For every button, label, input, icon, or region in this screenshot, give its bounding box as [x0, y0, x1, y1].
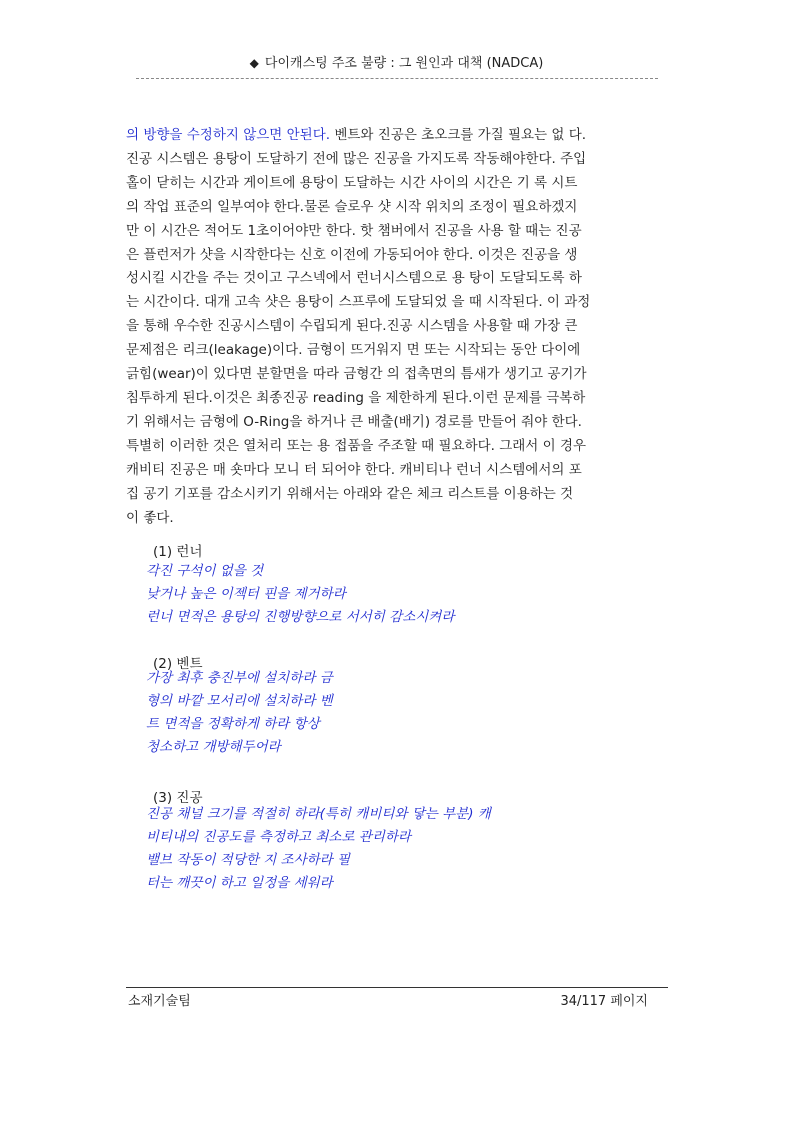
body-line: 침투하게 된다.이것은 최종진공 reading 을 제한하게 된다.이런 문제를 극복하: [126, 389, 586, 406]
body-line: 의 작업 표준의 일부여야 한다.물론 슬로우 샷 시작 위치의 조정이 필요하겠지: [126, 198, 578, 215]
checklist-item: 트 면적을 정확하게 하라 항상: [146, 716, 320, 732]
body-line-text: 벤트와 진공은 초오크를 가질 필요는 없 다.: [330, 127, 587, 143]
page-header: [0, 52, 793, 71]
checklist-item: 터는 깨끗이 하고 일정을 세워라: [146, 875, 333, 891]
body-line: 이 좋다.: [126, 509, 174, 526]
checklist-vent: [146, 667, 333, 759]
checklist-item: 형의 바깥 모서리에 설치하라 벤: [146, 693, 333, 709]
body-line: 진공 시스템은 용탕이 도달하기 전에 많은 진공을 가지도록 작동해야한다. 주입: [126, 150, 587, 167]
checklist-vacuum: [146, 803, 491, 895]
checklist-runner: [146, 560, 454, 629]
checklist-item: 진공 채널 크기를 적절히 하라(특히 캐비티와 닿는 부분) 캐: [146, 806, 491, 822]
section-heading-runner: (1) 런너: [153, 544, 203, 560]
body-line: 을 통해 우수한 진공시스템이 수립되게 된다.진공 시스템을 사용할 때 가장 큰: [126, 318, 578, 335]
checklist-item: 밸브 작동이 적당한 지 조사하라 필: [146, 852, 351, 868]
section-heading-vacuum: (3) 진공: [153, 790, 203, 806]
checklist-item: 비티내의 진공도를 측정하고 최소로 관리하라: [146, 829, 411, 845]
body-line: 긁힘(wear)이 있다면 분할면을 따라 금형간 의 접촉면의 틈새가 생기고 공기가: [126, 366, 587, 383]
checklist-item: 각진 구석이 없을 것: [146, 563, 264, 579]
footer-page-number: 34/117 페이지: [560, 994, 648, 1009]
section-heading-vent: (2) 벤트: [153, 656, 203, 672]
header-divider: [136, 78, 658, 79]
body-paragraph: [126, 124, 668, 530]
body-line: 기 위해서는 금형에 O-Ring을 하거나 큰 배출(배기) 경로를 만들어 줘야 한다.: [126, 413, 582, 430]
body-line: 집 공기 기포를 감소시키기 위해서는 아래와 같은 체크 리스트를 이용하는 것: [126, 485, 574, 502]
body-line: 는 시간이다. 대개 고속 샷은 용탕이 스프루에 도달되었 을 때 시작된다. 이 과정: [126, 294, 591, 311]
body-line: 캐비티 진공은 매 숏마다 모니 터 되어야 한다. 캐비티나 런너 시스템에서의 포: [126, 461, 582, 478]
body-line: 은 플런저가 샷을 시작한다는 신호 이전에 가동되어야 한다. 이것은 진공을 생: [126, 246, 578, 263]
body-line: [126, 124, 668, 148]
body-line: 특별히 이러한 것은 열처리 또는 용 접품을 주조할 때 필요하다. 그래서 이 경우: [126, 437, 587, 454]
footer-team-name: 소재기술팀: [128, 994, 191, 1009]
checklist-item: 가장 최후 충진부에 설치하라 금: [146, 670, 333, 686]
header-title: 다이캐스팅 주조 불량 : 그 원인과 대책 (NADCA): [264, 56, 544, 71]
body-line: 성시킬 시간을 주는 것이고 구스넥에서 런너시스템으로 용 탕이 도달되도록 하: [126, 270, 582, 287]
diamond-bullet-icon: ◆: [249, 56, 259, 70]
checklist-item: 런너 면적은 용탕의 진행방향으로 서서히 감소시켜라: [146, 609, 455, 625]
checklist-item: 청소하고 개방해두어라: [146, 739, 281, 755]
body-lead-highlight: 의 방향을 수정하지 않으면 안된다.: [126, 127, 331, 143]
checklist-item: 낮거나 높은 이젝터 핀을 제거하라: [146, 586, 346, 602]
body-line: 문제점은 리크(leakage)이다. 금형이 뜨거워지 면 또는 시작되는 동안 다이에: [126, 342, 581, 359]
body-line: 만 이 시간은 적어도 1초이어야만 한다. 핫 챔버에서 진공을 사용 할 때는 진공: [126, 222, 582, 239]
body-line: 홀이 닫히는 시간과 게이트에 용탕이 도달하는 시간 사이의 시간은 기 록 시트: [126, 174, 578, 191]
footer-divider: [126, 987, 668, 988]
